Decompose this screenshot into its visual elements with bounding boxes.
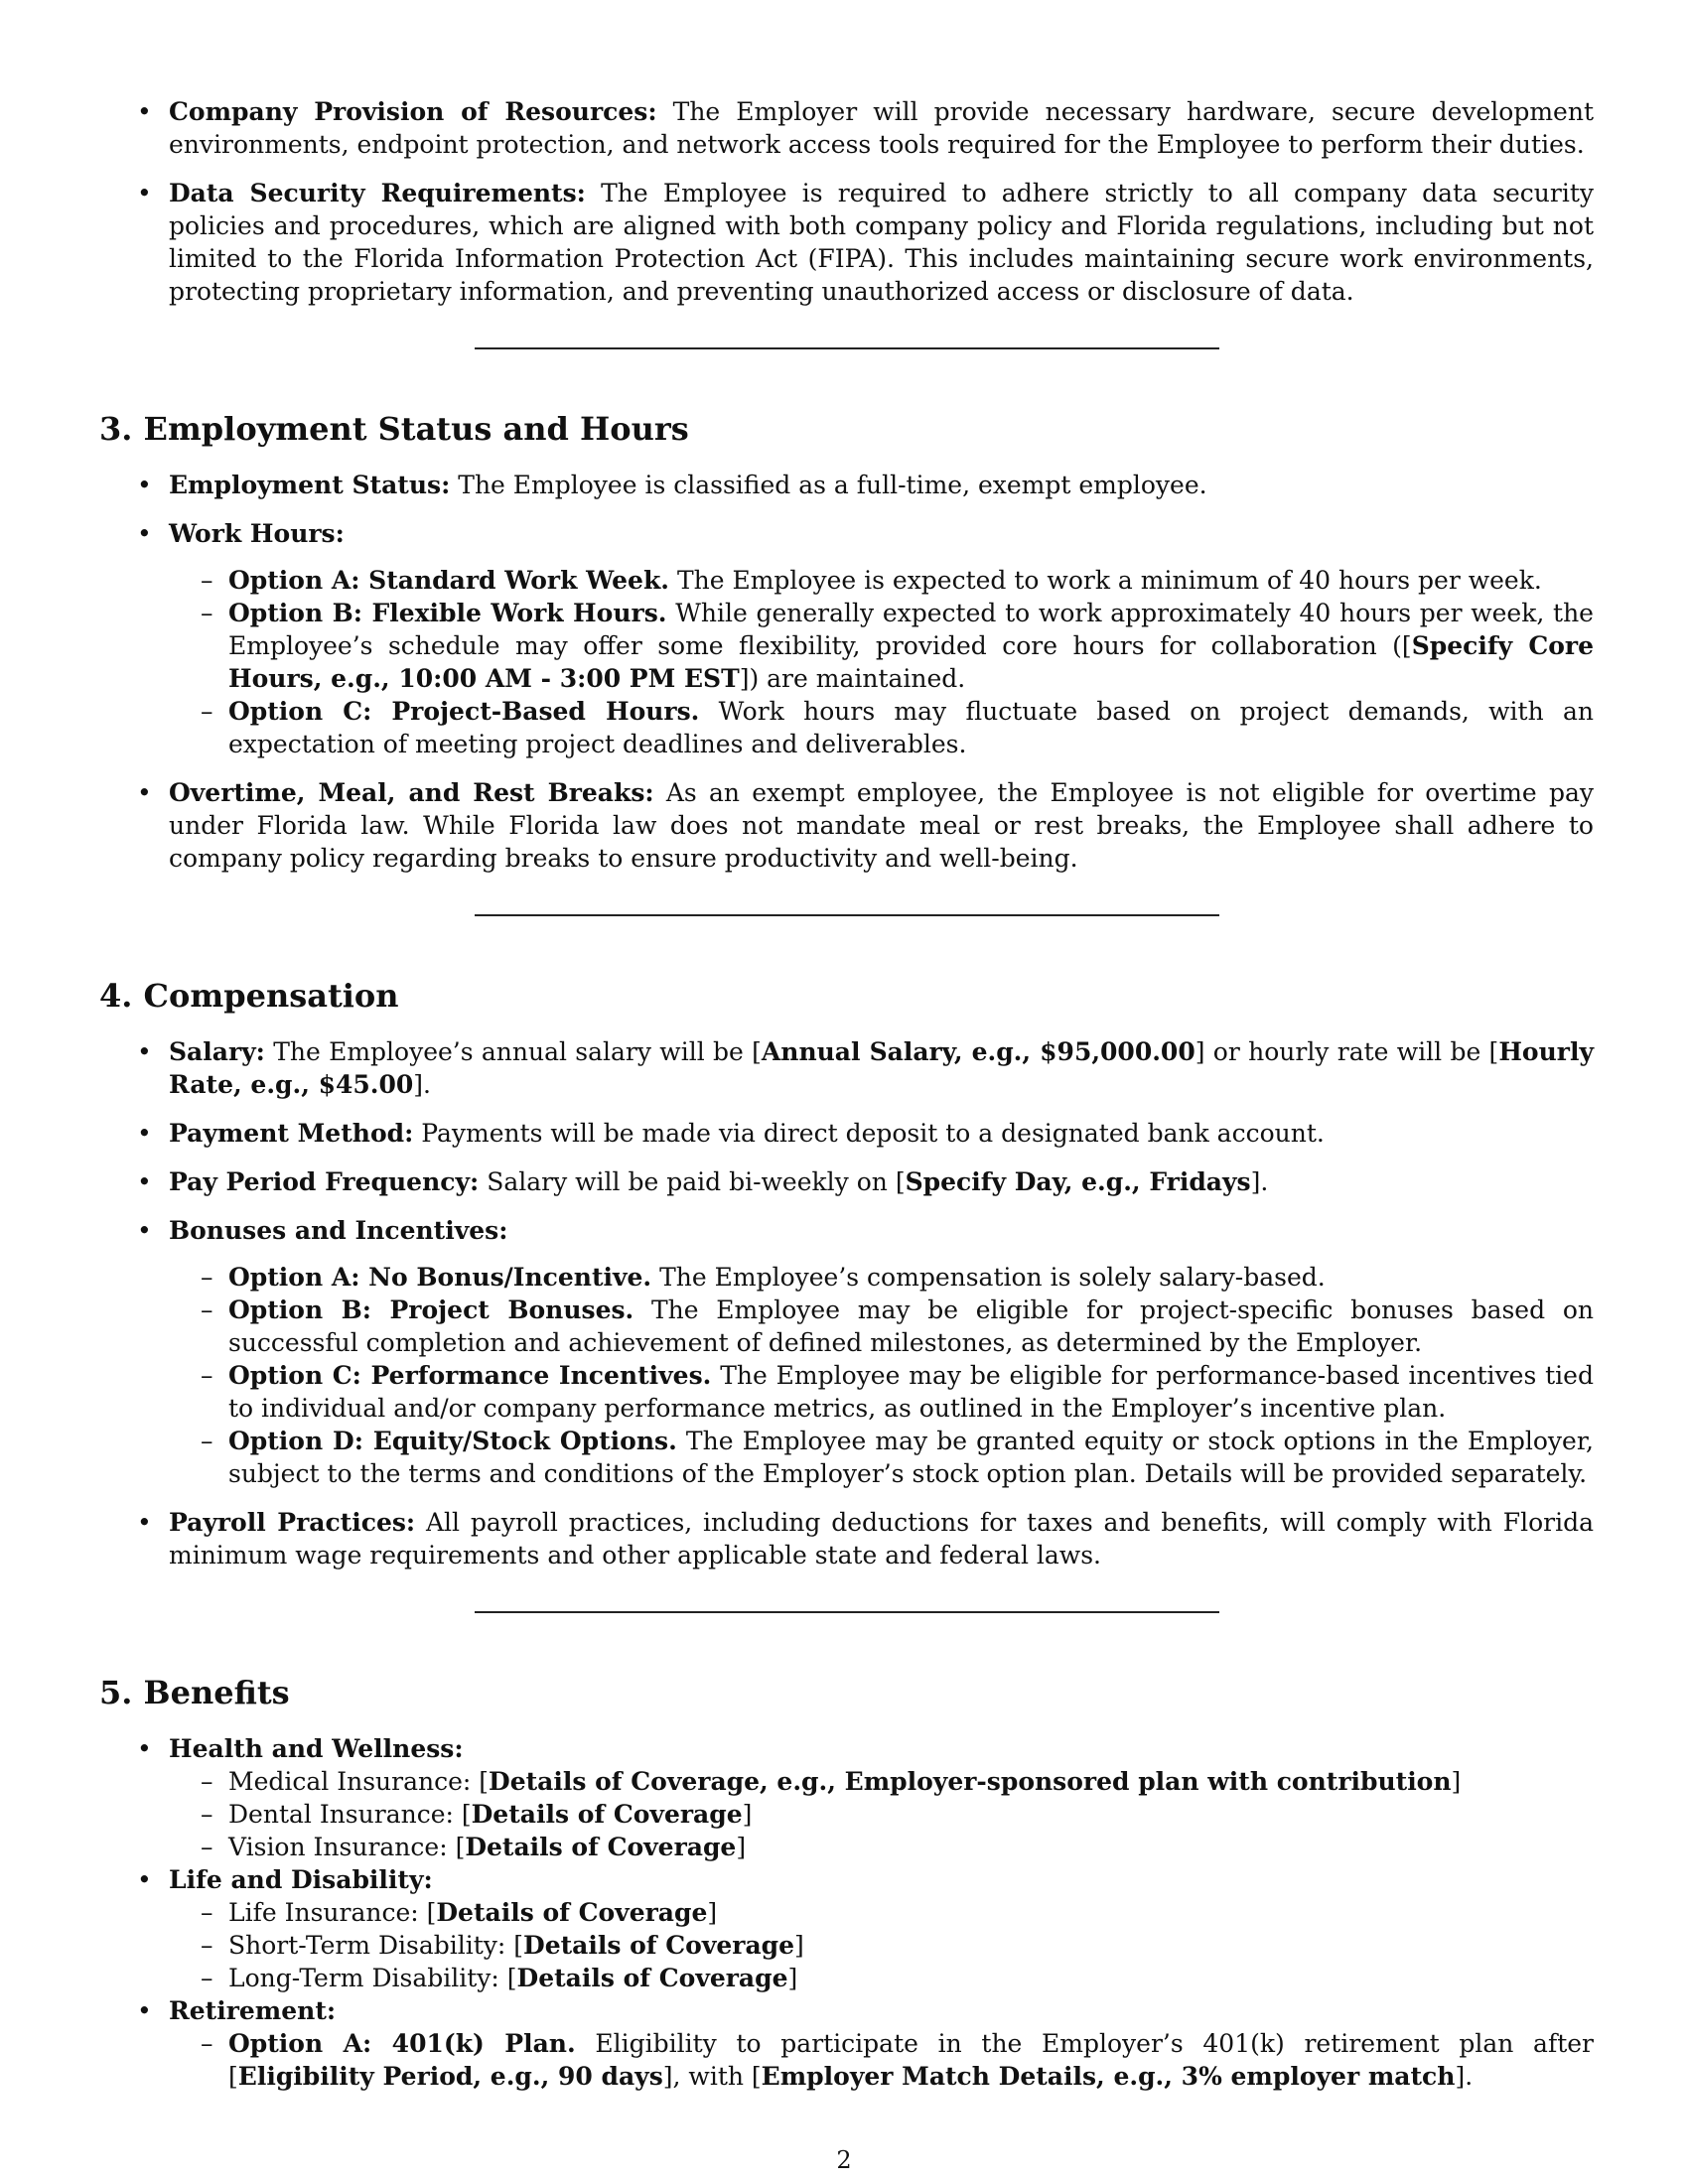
option-text: Eligibility to participate in the Employer’s 401(k) retirement plan after [ (228, 2029, 1594, 2091)
item-label: Salary: (169, 1037, 265, 1066)
list-item (99, 517, 1594, 760)
employment-list (99, 469, 1594, 875)
compensation-list (99, 1035, 1594, 1571)
list-item (99, 1165, 1594, 1198)
retirement-sublist (169, 2027, 1594, 2093)
list-item (99, 95, 1594, 161)
placeholder-field: Annual Salary, e.g., $95,000.00 (761, 1037, 1196, 1066)
placeholder-field: Hourly Rate, e.g., $45.00 (169, 1037, 1594, 1099)
item-text: The Employee is required to adhere strictly to all company data security policies and procedures, which are aligned with both company policy and Florida regulations, including but not limited to the Florida Information Protection Act (FIPA). This includes maintaining secure work environments, protecting proprietary information, and preventing unauthorized access or disclosure of data. (169, 179, 1594, 306)
option-label: Option B: Flexible Work Hours. (228, 599, 667, 627)
list-item (99, 1117, 1594, 1150)
placeholder-field: Details of Coverage (516, 1964, 788, 1992)
option-item (169, 1896, 1594, 1929)
item-text: The Employee is classified as a full-time, exempt employee. (458, 471, 1207, 499)
item-label: Bonuses and Incentives: (169, 1216, 508, 1245)
item-text: All payroll practices, including deductions for taxes and benefits, will comply with Florida minimum wage requirements and other applicable state and federal laws. (169, 1508, 1594, 1570)
placeholder-field: Details of Coverage (465, 1833, 737, 1861)
option-text: Short-Term Disability: [ (228, 1931, 524, 1960)
option-label: Option C: Performance Incentives. (228, 1361, 712, 1390)
item-text: Salary will be paid bi-weekly on [ (487, 1167, 906, 1196)
list-item (99, 1863, 1594, 1994)
option-text: Vision Insurance: [ (228, 1833, 466, 1861)
list-item (99, 1506, 1594, 1571)
option-item (169, 1831, 1594, 1863)
item-text: ]. (413, 1070, 431, 1099)
section-divider (475, 1611, 1219, 1613)
option-item (169, 695, 1594, 760)
list-item (99, 1035, 1594, 1101)
section-heading-compensation: 4. Compensation (99, 977, 399, 1015)
option-item (169, 1765, 1594, 1798)
option-item (169, 1929, 1594, 1962)
placeholder-field: Specify Day, e.g., Fridays (905, 1167, 1251, 1196)
intro-list (99, 95, 1594, 308)
item-label: Work Hours: (169, 519, 345, 548)
document-page (99, 95, 1594, 2093)
option-item (169, 1798, 1594, 1831)
option-text: The Employee is expected to work a minimum of 40 hours per week. (676, 566, 1542, 595)
option-text: ] (794, 1931, 804, 1960)
option-item (169, 1425, 1594, 1490)
option-item (169, 1294, 1594, 1359)
option-label: Option D: Equity/Stock Options. (228, 1427, 677, 1455)
benefits-list (99, 1732, 1594, 2093)
option-label: Option A: 401(k) Plan. (228, 2029, 576, 2058)
section-heading-employment: 3. Employment Status and Hours (99, 410, 689, 448)
item-label: Payroll Practices: (169, 1508, 416, 1537)
placeholder-field: Details of Coverage (523, 1931, 795, 1960)
page-number: 2 (836, 2146, 852, 2174)
option-label: Option C: Project-Based Hours. (228, 697, 700, 726)
option-text: ] (707, 1898, 718, 1927)
item-label: Payment Method: (169, 1119, 414, 1148)
placeholder-field: Employer Match Details, e.g., 3% employer match (761, 2062, 1456, 2091)
option-text: ] (1451, 1767, 1462, 1796)
list-item (99, 469, 1594, 501)
option-label: Option A: No Bonus/Incentive. (228, 1263, 652, 1292)
option-text: Work hours may fluctuate based on project demands, with an expectation of meeting project deadlines and deliverables. (228, 697, 1594, 758)
section-heading-benefits: 5. Benefits (99, 1674, 290, 1711)
placeholder-field: Details of Coverage (436, 1898, 708, 1927)
list-item (99, 1732, 1594, 1863)
option-item (169, 1261, 1594, 1294)
option-label: Option B: Project Bonuses. (228, 1296, 634, 1324)
work-hours-options (169, 564, 1594, 760)
item-label: Pay Period Frequency: (169, 1167, 480, 1196)
option-item (169, 2027, 1594, 2093)
placeholder-field: Details of Coverage (471, 1800, 743, 1829)
placeholder-field: Specify Core Hours, e.g., 10:00 AM - 3:00 PM EST (228, 631, 1595, 693)
option-text: Life Insurance: [ (228, 1898, 437, 1927)
list-item (99, 1994, 1594, 2093)
placeholder-field: Eligibility Period, e.g., 90 days (237, 2062, 663, 2091)
item-text: ]. (1250, 1167, 1269, 1196)
item-label: Employment Status: (169, 471, 451, 499)
option-item (169, 597, 1594, 695)
life-sublist (169, 1896, 1594, 1994)
option-text: Dental Insurance: [ (228, 1800, 472, 1829)
option-text: The Employee’s compensation is solely salary-based. (659, 1263, 1326, 1292)
option-text: ], with [ (662, 2062, 762, 2091)
item-label: Health and Wellness: (169, 1734, 464, 1763)
option-label: Option A: Standard Work Week. (228, 566, 669, 595)
option-text: ]. (1455, 2062, 1474, 2091)
option-text: The Employee may be granted equity or stock options in the Employer, subject to the terms and conditions of the Employer’s stock option plan. Details will be provided separately. (228, 1427, 1594, 1488)
bonus-options (169, 1261, 1594, 1490)
option-text: The Employee may be eligible for performance-based incentives tied to individual and/or company performance metrics, as outlined in the Employer’s incentive plan. (228, 1361, 1594, 1423)
item-label: Data Security Requirements: (169, 179, 586, 207)
health-sublist (169, 1765, 1594, 1863)
list-item (99, 776, 1594, 875)
section-divider (475, 347, 1219, 349)
item-text: ] or hourly rate will be [ (1195, 1037, 1499, 1066)
option-text: Medical Insurance: [ (228, 1767, 490, 1796)
option-item (169, 1359, 1594, 1425)
item-label: Company Provision of Resources: (169, 97, 657, 126)
item-label: Life and Disability: (169, 1865, 433, 1894)
section-divider (475, 914, 1219, 916)
placeholder-field: Details of Coverage, e.g., Employer-sponsored plan with contribution (489, 1767, 1452, 1796)
option-text: The Employee may be eligible for project-specific bonuses based on successful completion and achievement of defined milestones, as determined by the Employer. (228, 1296, 1594, 1357)
list-item (99, 1214, 1594, 1490)
item-text: Payments will be made via direct deposit to a designated bank account. (421, 1119, 1325, 1148)
option-item (169, 564, 1594, 597)
option-text: ] (736, 1833, 747, 1861)
item-text: The Employee’s annual salary will be [ (273, 1037, 762, 1066)
option-text: ] (742, 1800, 753, 1829)
list-item (99, 177, 1594, 308)
option-text: While generally expected to work approximately 40 hours per week, the Employee’s schedule may offer some flexibility, provided core hours for collaboration ([ (228, 599, 1594, 660)
option-text: ]) are maintained. (739, 664, 966, 693)
option-item (169, 1962, 1594, 1994)
item-label: Retirement: (169, 1996, 337, 2025)
option-text: ] (787, 1964, 798, 1992)
item-label: Overtime, Meal, and Rest Breaks: (169, 778, 654, 807)
item-text: As an exempt employee, the Employee is not eligible for overtime pay under Florida law. While Florida law does not mandate meal or rest breaks, the Employee shall adhere to company policy regarding breaks to ensure productivity and well-being. (169, 778, 1594, 873)
item-text: The Employer will provide necessary hardware, secure development environments, endpoint protection, and network access tools required for the Employee to perform their duties. (169, 97, 1594, 159)
option-text: Long-Term Disability: [ (228, 1964, 517, 1992)
